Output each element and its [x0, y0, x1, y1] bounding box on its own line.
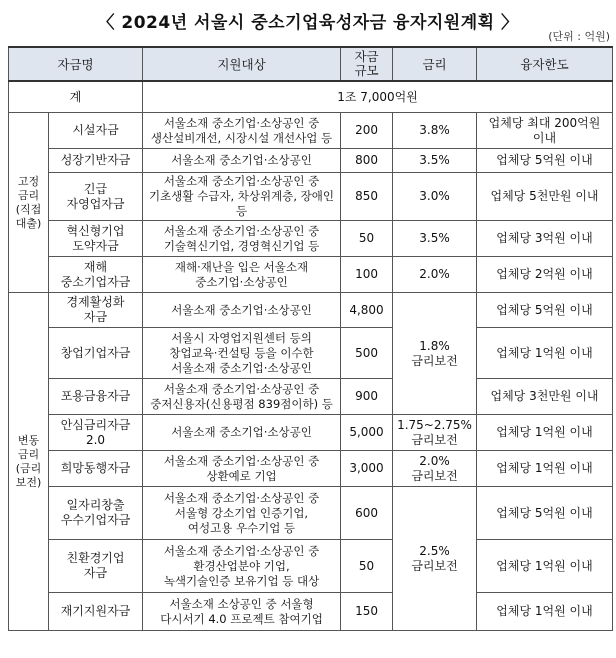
table-row [9, 379, 613, 415]
cell-target: 서울소재 중소기업·소상공인 [143, 415, 341, 451]
table-row [9, 173, 613, 221]
cell-target: 서울소재 중소기업·소상공인 중 기초생활 수급자, 차상위계층, 장애인 등 [143, 173, 341, 221]
table-row [9, 149, 613, 173]
cell-limit: 업체당 1억원 이내 [477, 415, 613, 451]
col-header-rate: 금리 [393, 47, 477, 81]
col-header-target: 지원대상 [143, 47, 341, 81]
cell-rate: 3.5% [393, 149, 477, 173]
table-row [9, 593, 613, 631]
loan-plan-table [8, 46, 613, 631]
col-header-size: 자금 규모 [341, 47, 393, 81]
cell-size: 900 [341, 379, 393, 415]
table-row [9, 415, 613, 451]
cell-size: 200 [341, 113, 393, 149]
cell-size: 50 [341, 540, 393, 593]
cell-rate: 1.8% 금리보전 [393, 293, 477, 415]
cell-name: 일자리창출 우수기업자금 [49, 487, 143, 540]
table-row [9, 293, 613, 328]
cell-rate: 1.75~2.75% 금리보전 [393, 415, 477, 451]
cell-rate: 2.0% 금리보전 [393, 451, 477, 487]
cell-name: 친환경기업 자금 [49, 540, 143, 593]
col-header-limit: 융자한도 [477, 47, 613, 81]
cell-name: 포용금융자금 [49, 379, 143, 415]
cell-name: 혁신형기업 도약자금 [49, 221, 143, 257]
cell-name: 안심금리자금 2.0 [49, 415, 143, 451]
cell-limit: 업체당 1억원 이내 [477, 540, 613, 593]
col-header-fund-name: 자금명 [9, 47, 143, 81]
rate-type-group: 변동 금리 (금리 보전) [9, 293, 49, 631]
cell-name: 시설자금 [49, 113, 143, 149]
cell-rate: 3.0% [393, 173, 477, 221]
cell-size: 150 [341, 593, 393, 631]
cell-limit: 업체당 5억원 이내 [477, 149, 613, 173]
total-label: 계 [9, 81, 143, 113]
cell-limit: 업체당 1억원 이내 [477, 593, 613, 631]
total-amount: 1조 7,000억원 [143, 81, 613, 113]
cell-limit: 업체당 2억원 이내 [477, 257, 613, 293]
cell-limit: 업체당 5억원 이내 [477, 293, 613, 328]
table-row [9, 451, 613, 487]
table-row [9, 328, 613, 379]
cell-size: 5,000 [341, 415, 393, 451]
table-row [9, 257, 613, 293]
cell-size: 600 [341, 487, 393, 540]
cell-name: 창업기업자금 [49, 328, 143, 379]
cell-target: 서울시 자영업지원센터 등의 창업교육·컨설팅 등을 이수한 서울소재 중소기업·소상공인 [143, 328, 341, 379]
cell-limit: 업체당 5천만원 이내 [477, 173, 613, 221]
cell-rate: 3.8% [393, 113, 477, 149]
cell-limit: 업체당 1억원 이내 [477, 328, 613, 379]
table-row [9, 113, 613, 149]
cell-target: 서울소재 중소기업·소상공인 중 기술혁신기업, 경영혁신기업 등 [143, 221, 341, 257]
cell-target: 재해·재난을 입은 서울소재 중소기업·소상공인 [143, 257, 341, 293]
cell-target: 서울소재 중소기업·소상공인 [143, 293, 341, 328]
unit-label: (단위 : 억원) [548, 30, 610, 43]
cell-size: 100 [341, 257, 393, 293]
cell-size: 500 [341, 328, 393, 379]
total-row [9, 81, 613, 113]
cell-target: 서울소재 중소기업·소상공인 중 환경산업분야 기업, 녹색기술인증 보유기업 등 대상 [143, 540, 341, 593]
rate-type-group: 고정 금리 (직접 대출) [9, 113, 49, 293]
page-title: 〈 2024년 서울시 중소기업육성자금 융자지원계획 〉 [97, 13, 519, 33]
cell-limit: 업체당 최대 200억원 이내 [477, 113, 613, 149]
cell-size: 800 [341, 149, 393, 173]
table-row [9, 540, 613, 593]
header-row [9, 47, 613, 81]
cell-name: 재해 중소기업자금 [49, 257, 143, 293]
cell-name: 경제활성화 자금 [49, 293, 143, 328]
title-area [0, 0, 616, 48]
cell-limit: 업체당 5억원 이내 [477, 487, 613, 540]
cell-limit: 업체당 1억원 이내 [477, 451, 613, 487]
cell-rate: 3.5% [393, 221, 477, 257]
cell-name: 긴급 자영업자금 [49, 173, 143, 221]
cell-name: 희망동행자금 [49, 451, 143, 487]
table-row [9, 487, 613, 540]
cell-size: 850 [341, 173, 393, 221]
cell-target: 서울소재 중소기업·소상공인 중 서울형 강소기업 인증기업, 여성고용 우수기업 등 [143, 487, 341, 540]
cell-target: 서울소재 소상공인 중 서울형 다시서기 4.0 프로젝트 참여기업 [143, 593, 341, 631]
cell-name: 재기지원자금 [49, 593, 143, 631]
cell-target: 서울소재 중소기업·소상공인 중 상환예로 기업 [143, 451, 341, 487]
cell-limit: 업체당 3천만원 이내 [477, 379, 613, 415]
cell-size: 3,000 [341, 451, 393, 487]
cell-rate: 2.5% 금리보전 [393, 487, 477, 631]
cell-size: 50 [341, 221, 393, 257]
table-row [9, 221, 613, 257]
cell-rate: 2.0% [393, 257, 477, 293]
cell-target: 서울소재 중소기업·소상공인 중 중저신용자(신용평점 839점이하) 등 [143, 379, 341, 415]
cell-limit: 업체당 3억원 이내 [477, 221, 613, 257]
cell-name: 성장기반자금 [49, 149, 143, 173]
cell-target: 서울소재 중소기업·소상공인 중 생산설비개선, 시장시설 개선사업 등 [143, 113, 341, 149]
cell-target: 서울소재 중소기업·소상공인 [143, 149, 341, 173]
cell-size: 4,800 [341, 293, 393, 328]
